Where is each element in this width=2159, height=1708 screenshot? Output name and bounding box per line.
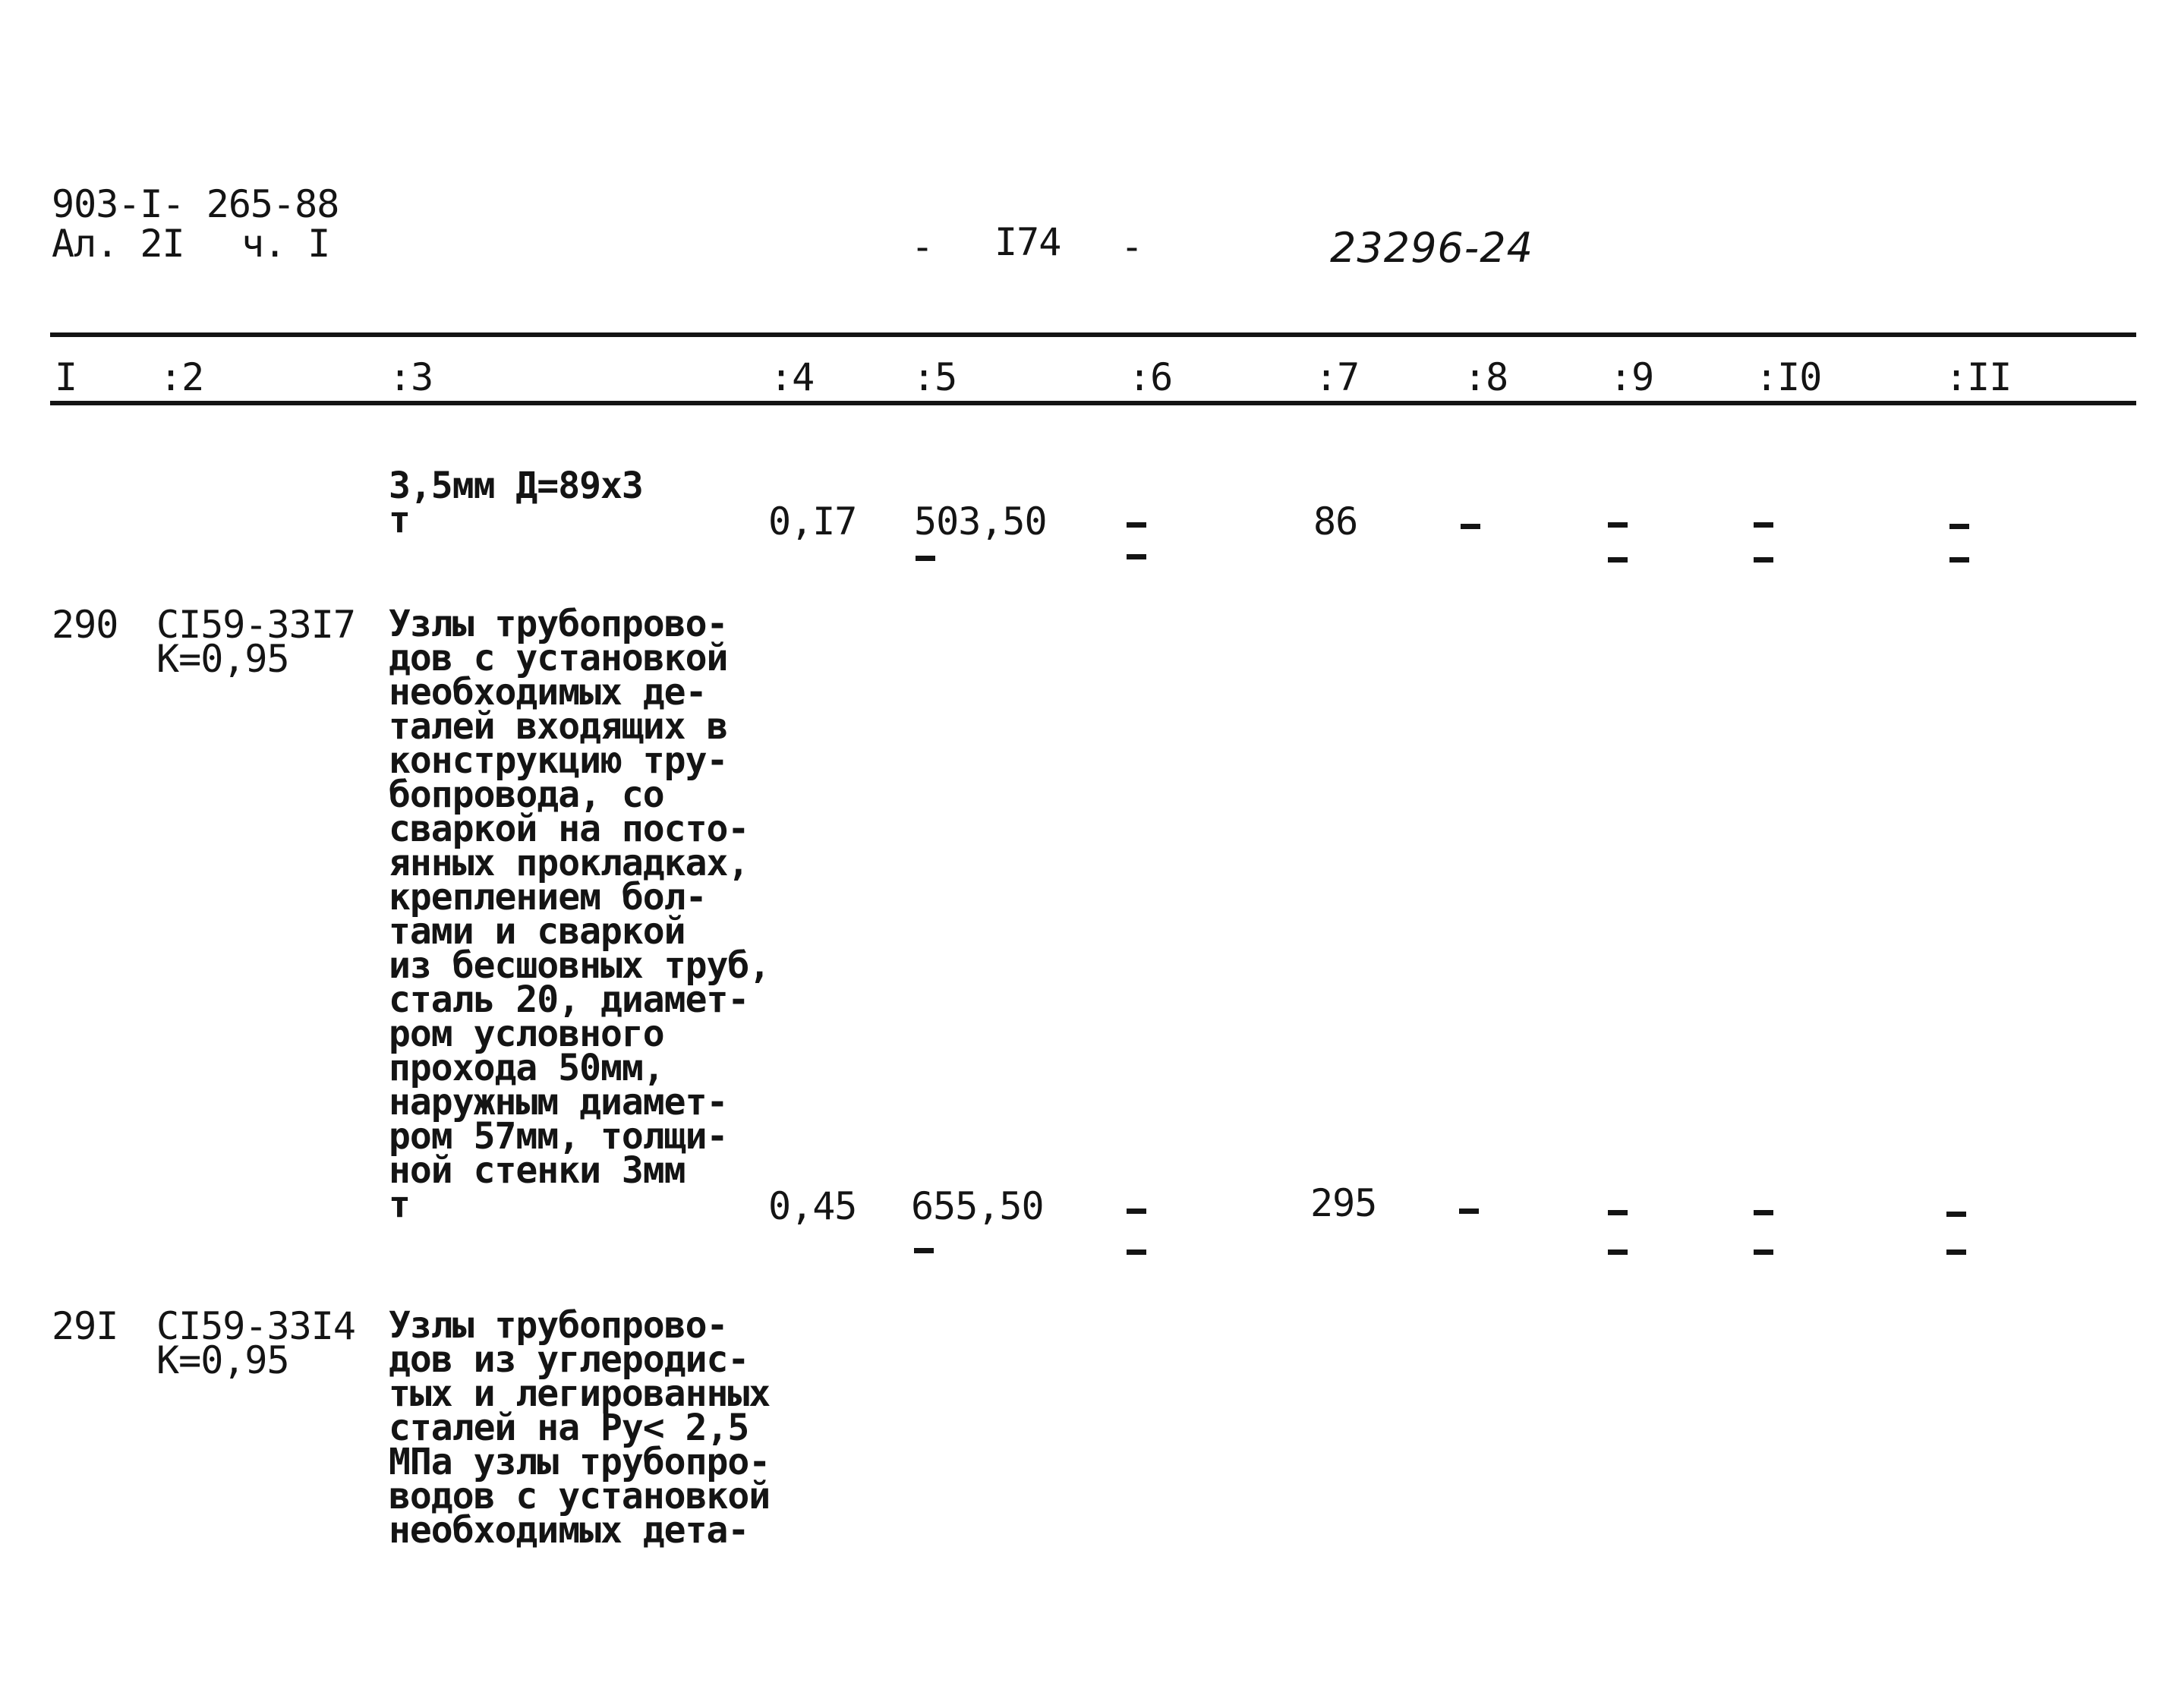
column-header-9: :9 xyxy=(1609,355,1654,399)
row-291-desc-line-3: тых и легированных xyxy=(389,1372,771,1415)
row-290-qty: 0,45 xyxy=(768,1184,857,1228)
page-number-dash-left: - xyxy=(911,225,934,269)
row-291-desc-line-5: МПа узлы трубопро- xyxy=(389,1441,771,1483)
row-a-col6-dash xyxy=(1127,522,1146,528)
column-header-2: :2 xyxy=(159,355,204,399)
row-a-desc-line-1: 3,5мм Д=89х3 xyxy=(389,465,643,507)
row-291-code: CI59-33I4 xyxy=(156,1304,355,1348)
row-291-desc-line-7: необходимых дета- xyxy=(389,1509,749,1552)
page-number-dash-right: - xyxy=(1120,225,1143,269)
album-label: Ал. 2I xyxy=(52,222,184,266)
column-header-3: :3 xyxy=(389,355,433,399)
page-number: I74 xyxy=(994,220,1061,264)
column-header-1: I xyxy=(55,355,77,399)
row-290-desc-line-1: Узлы трубопрово- xyxy=(389,603,728,645)
row-a-qty: 0,I7 xyxy=(768,499,857,544)
column-header-6: :6 xyxy=(1128,355,1173,399)
row-a-col10-dash-2 xyxy=(1754,557,1773,563)
row-a-col9-dash-2 xyxy=(1608,557,1628,563)
row-290-col6-dash xyxy=(1127,1209,1146,1214)
column-header-7: :7 xyxy=(1315,355,1360,399)
row-290-col5-dash-2 xyxy=(914,1248,934,1253)
column-header-11: :II xyxy=(1945,355,2012,399)
row-290-desc-line-6: бопровода, со xyxy=(389,774,664,816)
row-290-col7: 295 xyxy=(1310,1181,1377,1225)
doc-code: 903-I- 265-88 xyxy=(52,182,339,226)
row-290-number: 290 xyxy=(52,603,118,647)
row-291-number: 29I xyxy=(52,1304,118,1348)
column-header-5: :5 xyxy=(912,355,957,399)
row-290-code: CI59-33I7 xyxy=(156,603,355,647)
row-291-desc-line-4: сталей на Ру< 2,5 xyxy=(389,1407,749,1449)
row-a-col7: 86 xyxy=(1313,499,1358,544)
row-290-desc-line-9: креплением бол- xyxy=(389,876,707,919)
row-290-col10-dash-2 xyxy=(1754,1249,1773,1255)
row-291-desc-line-6: водов с установкой xyxy=(389,1475,771,1517)
row-a-desc-line-2: т xyxy=(389,499,410,541)
row-a-col11-dash-2 xyxy=(1949,557,1969,563)
row-290-desc-line-5: конструкцию тру- xyxy=(389,739,728,782)
header-rule-top xyxy=(50,332,2136,337)
row-a-col9-dash xyxy=(1608,522,1628,528)
row-291-coefficient: К=0,95 xyxy=(156,1338,289,1382)
row-a-col11-dash xyxy=(1949,524,1969,529)
row-290-coefficient: К=0,95 xyxy=(156,637,289,681)
row-a-col8-dash xyxy=(1461,524,1480,529)
row-290-desc-line-2: дов с установкой xyxy=(389,637,728,679)
part-label: ч. I xyxy=(241,222,330,266)
column-header-8: :8 xyxy=(1464,355,1508,399)
row-290-desc-line-14: прохода 50мм, xyxy=(389,1047,664,1089)
row-290-desc-line-17: ной стенки 3мм xyxy=(389,1149,686,1192)
row-290-desc-line-4: талей входящих в xyxy=(389,705,728,748)
row-290-desc-line-18: т xyxy=(389,1183,410,1226)
row-290-desc-line-10: тами и сваркой xyxy=(389,910,686,953)
row-290-desc-line-12: сталь 20, диамет- xyxy=(389,978,749,1021)
row-290-col8-dash xyxy=(1459,1209,1479,1214)
row-a-col10-dash xyxy=(1754,522,1773,528)
row-290-col10-dash xyxy=(1754,1210,1773,1215)
row-291-desc-line-1: Узлы трубопрово- xyxy=(389,1304,728,1347)
row-290-desc-line-11: из бесшовных труб, xyxy=(389,944,771,987)
row-290-desc-line-3: необходимых де- xyxy=(389,671,707,714)
row-290-col9-dash-2 xyxy=(1608,1249,1628,1255)
row-a-col6-dash-2 xyxy=(1127,554,1146,559)
row-290-desc-line-13: ром условного xyxy=(389,1013,664,1055)
row-290-desc-line-16: ром 57мм, толщи- xyxy=(389,1115,728,1158)
row-291-desc-line-2: дов из углеродис- xyxy=(389,1338,749,1381)
row-290-col11-dash xyxy=(1946,1212,1966,1217)
row-a-col5-dash-2 xyxy=(916,556,935,561)
handwritten-number: 23296-24 xyxy=(1330,224,1533,272)
column-header-10: :I0 xyxy=(1755,355,1822,399)
row-290-col11-dash-2 xyxy=(1946,1249,1966,1255)
header-rule-bottom xyxy=(50,401,2136,405)
row-290-desc-line-7: сваркой на посто- xyxy=(389,808,749,850)
row-290-desc-line-8: янных прокладках, xyxy=(389,842,749,884)
row-290-price: 655,50 xyxy=(911,1184,1044,1228)
column-header-4: :4 xyxy=(770,355,815,399)
row-290-desc-line-15: наружным диамет- xyxy=(389,1081,728,1123)
row-290-col9-dash xyxy=(1608,1210,1628,1215)
row-290-col6-dash-2 xyxy=(1127,1249,1146,1255)
row-a-price: 503,50 xyxy=(914,499,1047,544)
